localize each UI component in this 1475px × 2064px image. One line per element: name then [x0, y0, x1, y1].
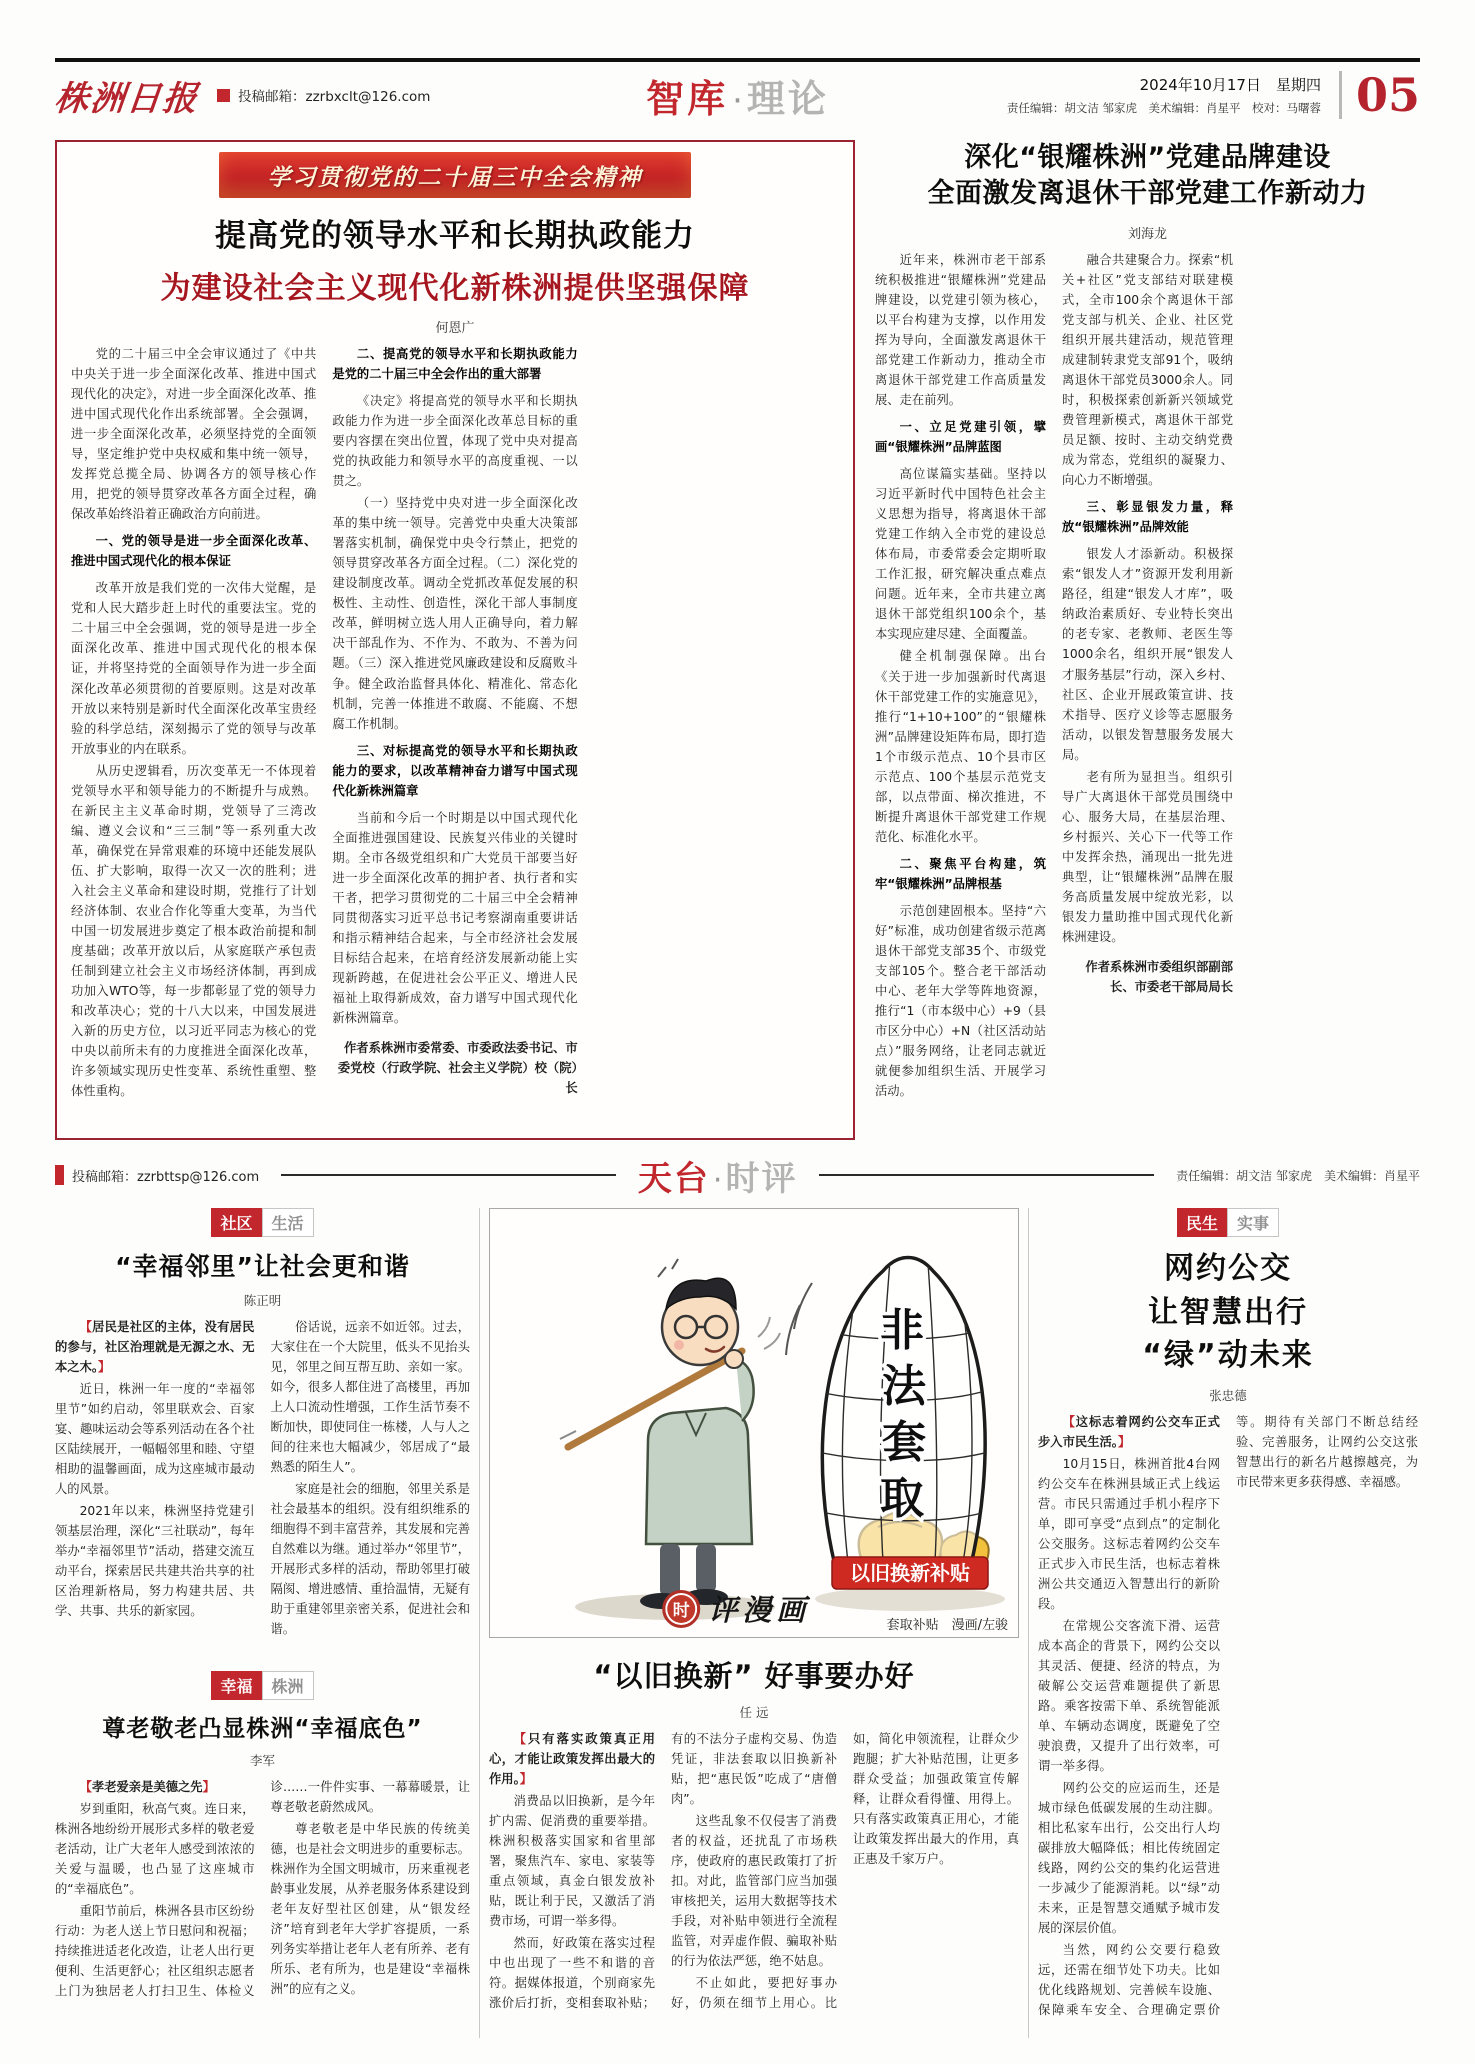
party-brand-headline-2: 全面激发离退休干部党建工作新动力	[927, 178, 1368, 210]
editors-line: 责任编辑：胡文洁 邹家虎 美术编辑：肖星平 校对：马曙蓉	[1006, 101, 1321, 115]
lead-article-headline-2: 为建设社会主义现代化新株洲提供坚强保障	[160, 271, 750, 306]
community-headline: “幸福邻里”让社会更和谐	[115, 1252, 410, 1281]
body-paragraph: 重阳节前后，株洲各县市区纷纷行动：为老人送上节日慰问和祝福；持续推进适老化改造，让老人出行更便利、生活更舒心；社区组织志愿者上门为独居老人打扫卫生、体检义诊……一件件实事、一幕幕暖景，让尊老敬老蔚然成风。	[55, 1780, 470, 1999]
body-paragraph: 当然，网约公交要行稳致远，还需在细节处下功夫。比如优化线路规划、完善候车设施、保障乘车安全、合理确定票价等。期待有关部门不断总结经验、完善服务，让网约公交这张智慧出行的新名片越擦越亮，为市民带来更多获得感、幸福感。	[1038, 1414, 1418, 2018]
masthead	[52, 62, 1420, 128]
cartoon-column-title: 评漫画	[708, 1593, 811, 1627]
lead-paragraph: 【 孝老爱亲是美德之先 】	[55, 1777, 255, 1797]
commentary-title-gray: 时评	[725, 1158, 798, 1199]
motion-lines	[758, 1317, 780, 1349]
body-paragraph: 高位谋篇实基础。坚持以习近平新时代中国特色社会主义思想为指导，将离退休干部党建工作纳入全市党的建设总体布局，市委常委会定期听取工作汇报，研究解决重点难点问题。近年来，全市共建立离退休干部党组织100余个，基本实现应建尽建、全面覆盖。	[875, 467, 1046, 642]
bus-article	[1038, 1208, 1418, 2038]
campaign-banner: 学习贯彻党的二十届三中全会精神	[219, 152, 691, 198]
body-paragraph: （一）坚持党中央对进一步全面深化改革的集中统一领导。完善党中央重大决策部署落实机制，确保党中央令行禁止，把党的领导贯穿改革各方面全过程。（二）深化党的建设制度改革。调动全党抓改革促发展的积极性、主动性、创造性，深化干部人事制度改革，鲜明树立选人用人正确导向，着力解决干部乱作为、不作为、不敢为、不善为问题。（三）深入推进党风廉政建设和反腐败斗争。健全政治监督具体化、精准化、常态化机制，完善一体推进不敢腐、不能腐、不想腐工作机制。	[332, 496, 578, 731]
subhead-paragraph: 三、彰显银发力量，释放“银耀株洲”品牌效能	[1062, 500, 1233, 535]
motion-line	[560, 1431, 576, 1439]
subsidy-tag-label: 以旧换新补贴	[850, 1561, 970, 1585]
body-paragraph: 从历史逻辑看，历次变革无一不体现着党领导水平和领导能力的不断提升与成熟。在新民主主义革命时期，党领导了三湾改编、遵义会议和“三三制”等一系列重大改革，确保党在异常艰难的环境中还能发展队伍、扩大影响，取得一次又一次的胜利；进入社会主义革命和建设时期，党推行了计划经济体制、农业合作化等重大变革，为当代中国一切发展进步奠定了根本政治前提和制度基础；改革开放以后，从家庭联产承包责任制到建立社会主义市场经济体制，再到成功加入WTO等，每一步都彰显了党的领导力和改革决心；党的十八大以来，中国发展进入新的历史方位，以习近平同志为核心的党中央以前所未有的力度推进全面深化改革，许多领域实现历史性变革、系统性重塑、整体性重构。	[71, 763, 317, 1099]
cartoon-stamp-row	[662, 1588, 810, 1629]
body-paragraph: 消费品以旧换新，是今年扩内需、促消费的重要举措。株洲积极落实国家和省里部署，聚焦汽车、家电、家装等重点领域，真金白银发放补贴，既让利于民，又激活了消费市场，可谓一举多得。	[489, 1794, 655, 1929]
body-paragraph: 在常规公交客流下滑、运营成本高企的背景下，网约公交以其灵活、便捷、经济的特点，为破解公交运营难题提供了新思路。乘客按需下单、系统智能派单、车辆动态调度，既避免了空驶浪费，又提升了出行效率，可谓一举多得。	[1038, 1618, 1220, 1774]
bus-headline-line-2: 让智慧出行	[1148, 1294, 1308, 1330]
section-title-gray: 理论	[746, 76, 829, 121]
lead-article-byline: 何恩广	[435, 321, 475, 336]
lead-article	[55, 140, 855, 1140]
cartoon-caption: 套取补贴 漫画/左骏	[886, 1618, 1008, 1633]
newspaper-seal-icon: 时	[662, 1590, 700, 1628]
party-brand-body	[875, 250, 1420, 1140]
editorial-cartoon	[489, 1208, 1019, 1638]
commentary-title-red: 天台	[637, 1158, 710, 1199]
community-byline: 陈正明	[243, 1293, 282, 1308]
body-paragraph: 家庭是社会的细胞，邻里关系是社会最基本的组织。没有组织维系的细胞得不到丰富营养，其发展和完善自然难以为继。通过举办“邻里节”，开展形式多样的活动，帮助邻里打破隔阂、增进感情、重拾温情，无疑有助于重建邻里亲密关系，促进社会和谐。	[270, 1482, 470, 1637]
lead-article-body	[71, 344, 839, 1126]
body-paragraph: 不止如此，要把好事办好，仍须在细节上用心。比如，简化申领流程，让群众少跑腿；扩大补贴范围，让更多群众受益；加强政策宣传解释，让群众看得懂、用得上。只有落实政策真正用心，才能让政策发挥出最大的作用，真正惠及千家万户。	[671, 1732, 1019, 2011]
lead-paragraph: 【 这标志着网约公交车正式步入市民生活。 】	[1038, 1412, 1220, 1452]
body-paragraph: 老有所为显担当。组织引导广大离退休干部党员围绕中心、服务大局，在基层治理、乡村振兴、关心下一代等工作中发挥余热，涌现出一批先进典型，让“银耀株洲”品牌在服务高质量发展中绽放光彩，以银发力量助推中国式现代化新株洲建设。	[1062, 769, 1233, 944]
lead-paragraph: 【 只有落实政策真正用心，才能让政策发挥出最大的作用。 】	[489, 1729, 655, 1789]
bus-headline-line-3: “绿”动未来	[1142, 1338, 1314, 1373]
commentary-title	[638, 1151, 798, 1200]
bus-body	[1038, 1412, 1418, 2039]
theory-section	[55, 140, 1420, 1140]
badge-red-label: 幸福	[211, 1671, 261, 1700]
body-paragraph: 尊老敬老是中华民族的传统美德，也是社会文明进步的重要标志。株洲作为全国文明城市，历来重视老龄事业发展，从养老服务体系建设到老年友好型社区创建，从“银发经济”培育到老年大学扩容提质，一系列务实举措让老年人老有所养、老有所乐、老有所为，也是建设“幸福株洲”的应有之义。	[270, 1822, 470, 1997]
lead-paragraph: 【 居民是社区的主体，没有居民的参与，社区治理就是无源之水、无本之木。 】	[55, 1317, 255, 1377]
commentary-editors: 责任编辑：胡文洁 邹家虎 美术编辑：肖星平	[1176, 1168, 1420, 1183]
subsidy-tag	[832, 1557, 988, 1589]
lead-article-headline-1: 提高党的领导水平和长期执政能力	[215, 218, 695, 254]
net-char: 取	[880, 1473, 924, 1524]
body-paragraph: 银发人才添新动。积极探索“银发人才”资源开发利用新路径，组建“银发人才库”，吸纳政治素质好、专业特长突出的老专家、老教师、老医生等1000余名，组织开展“银发人才服务基层”行动，深入乡村、社区、企业开展政策宣讲、技术指导、医疗义诊等志愿服务活动，以银发智慧服务发展大局。	[1062, 547, 1233, 762]
submission-email: 投稿邮箱：zzrbxclt@126.com	[238, 89, 431, 105]
body-paragraph: 这些乱象不仅侵害了消费者的权益，还扰乱了市场秩序，使政府的惠民政策打了折扣。对此，监管部门应当加强审核把关，运用大数据等技术手段，对补贴申领进行全流程监管，对弄虚作假、骗取补贴的行为依法严惩，绝不姑息。	[671, 1814, 837, 1969]
commentary-band	[55, 1154, 1420, 1199]
body-paragraph: 融合共建聚合力。探索“机关+社区”党支部结对联建模式，全市100余个离退休干部党支部与机关、企业、社区党组织开展共建活动，规范管理成建制转隶党支部91个，吸纳离退休干部党员3000余人。同时，积极探索创新新兴领域党费管理新模式，离退休干部党员足额、按时、主动交纳党费成为常态，党组织的凝聚力、向心力不断增强。	[1062, 252, 1233, 488]
bus-byline: 张忠德	[1209, 1387, 1247, 1403]
body-paragraph: 然而，好政策在落实过程中也出现了一些不和谐的音符。据媒体报道，个别商家先涨价后打折，变相套取补贴；有的不法分子虚构交易、伪造凭证，非法套取以旧换新补贴，把“惠民饭”吃成了“唐僧肉”。	[489, 1732, 837, 2011]
page-number-divider	[1339, 71, 1342, 119]
commentary-email: 投稿邮箱：zzrbttsp@126.com	[72, 1169, 260, 1185]
party-brand-byline: 刘海龙	[1127, 226, 1167, 242]
date-editor-block	[1007, 74, 1321, 116]
page-number: 05	[1355, 68, 1420, 122]
party-brand-article	[875, 140, 1420, 1140]
subhead-paragraph: 一、立足党建引领，擘画“银耀株洲”品牌蓝图	[875, 420, 1046, 455]
body-paragraph: 俗话说，远亲不如近邻。过去，大家住在一个大院里，低头不见抬头见，邻里之间互帮互助、亲如一家。如今，很多人都住进了高楼里，再加上人口流动性增强，工作生活节奏不断加快，即使同住一栋楼，人与人之间的往来也大幅减少，邻居成了“最熟悉的陌生人”。	[270, 1320, 470, 1475]
elderly-headline: 尊老敬老凸显株洲“幸福底色”	[102, 1716, 423, 1742]
body-paragraph: 2021年以来，株洲坚持党建引领基层治理，深化“三社联动”，每年举办“幸福邻里节”活动，搭建交流互动平台，探索居民共建共治共享的社区治理新格局，努力构建共居、共学、共事、共乐的新家园。	[55, 1504, 255, 1619]
commentary-title-dot: ·	[712, 1162, 723, 1198]
body-paragraph: 网约公交的应运而生，还是城市绿色低碳发展的生动注脚。相比私家车出行，公交出行人均碳排放大幅降低；相比传统固定线路，网约公交的集约化运营进一步减少了能源消耗。以“绿”动未来，正是智慧交通赋予城市发展的深层价值。	[1038, 1781, 1220, 1936]
body-paragraph: 10月15日，株洲首批4台网约公交车在株洲县域正式上线运营。市民只需通过手机小程序下单，即可享受“点到点”的定制化公交服务。这标志着网约公交车正式步入市民生活，也标志着株洲公共交通迈入智慧出行的新阶段。	[1038, 1456, 1220, 1611]
subhead-paragraph: 三、对标提高党的领导水平和长期执政能力的要求，以改革精神奋力谱写中国式现代化新株洲篇章	[332, 743, 578, 798]
body-paragraph: 健全机制强保障。出台《关于进一步加强新时代离退休干部党建工作的实施意见》，推行“1+10+100”的“银耀株洲”品牌建设矩阵布局，即打造1个市级示范点、10个县市区示范点、100个基层示范党支部，以点带面、梯次推进，不断提升离退休干部党建工作规范化、标准化水平。	[875, 649, 1046, 844]
elderly-body	[55, 1777, 470, 2039]
community-badge	[55, 1208, 470, 1237]
net-shadow	[815, 1587, 1005, 1611]
elderly-article	[55, 1671, 470, 2039]
cartoon-man	[640, 1259, 780, 1609]
left-commentary-column	[55, 1208, 470, 2038]
bus-headline-line-1: 网约公交	[1164, 1251, 1292, 1286]
elderly-byline: 李军	[249, 1753, 275, 1768]
net-char: 套	[882, 1417, 926, 1468]
tradein-article	[489, 1638, 1019, 2015]
tradein-body	[489, 1729, 1019, 2015]
author-paragraph: 作者系株洲市委常委、市委政法委书记、市委党校（行政学院、社会主义学院）校（院）长	[337, 1041, 578, 1096]
body-paragraph: 近日，株洲一年一度的“幸福邻里节”如约启动，邻里联欢会、百家宴、趣味运动会等系列活动在各个社区陆续展开，一幅幅邻里和睦、守望相助的温馨画面，成为这座城市最动人的风景。	[55, 1382, 255, 1497]
newspaper-logo: 株洲日报	[52, 78, 201, 119]
publication-date: 2024年10月17日 星期四	[1139, 76, 1321, 94]
badge-gray-label: 实事	[1227, 1208, 1279, 1237]
body-paragraph: 示范创建固根本。坚持“六好”标准，成功创建省级示范离退休干部党支部35个、市级党支部105个。整合老干部活动中心、老年大学等阵地资源，推行“1（市本级中心）+9（县市区分中心）+N（社区活动站点）”服务网络，让老同志就近就便参加组织生活、开展学习活动。	[875, 903, 1046, 1099]
body-paragraph: 岁到重阳，秋高气爽。连日来，株洲各地纷纷开展形式多样的敬老爱老活动，让广大老年人感受到浓浓的关爱与温暖，也凸显了这座城市的“幸福底色”。	[55, 1802, 255, 1897]
badge-gray-label: 株洲	[262, 1671, 314, 1700]
red-square-icon	[217, 89, 230, 102]
badge-red-label: 民生	[1177, 1208, 1227, 1237]
badge-red-label: 社区	[211, 1208, 261, 1237]
net-char: 非	[880, 1305, 924, 1356]
body-paragraph: 党的二十届三中全会审议通过了《中共中央关于进一步全面深化改革、推进中国式现代化的决定》，对进一步全面深化改革、推进中国式现代化作出系统部署。全会强调，进一步全面深化改革，必须坚持党的全面领导，坚定维护党中央权威和集中统一领导，发挥党总揽全局、协调各方的领导核心作用，把党的领导贯穿改革各方面全过程，确保改革始终沿着正确政治方向前进。	[71, 347, 317, 522]
section-title	[646, 68, 829, 123]
motion-lines	[786, 1283, 812, 1355]
red-bar-icon	[55, 1165, 64, 1185]
subhead-paragraph: 二、提高党的领导水平和长期执政能力是党的二十届三中全会作出的重大部署	[332, 347, 578, 382]
tradein-byline: 任 远	[739, 1705, 769, 1720]
band-line-right	[819, 1174, 1154, 1176]
body-paragraph: 当前和今后一个时期是以中国式现代化全面推进强国建设、民族复兴伟业的关键时期。全市各级党组织和广大党员干部要当好进一步全面深化改革的拥护者、执行者和实干者，把学习贯彻党的二十届三中全会精神同贯彻落实习近平总书记考察湖南重要讲话和指示精神结合起来，与全市经济社会发展目标结合起来，在培育经济发展新动能上实现新跨越，在促进社会公平正义、增进人民福祉上取得新成效，奋力谱写中国式现代化新株洲篇章。	[332, 810, 578, 1025]
band-line-left	[281, 1174, 616, 1176]
badge-gray-label: 生活	[262, 1208, 314, 1237]
author-paragraph: 作者系株洲市委组织部副部长、市委老干部局局长	[1085, 959, 1233, 994]
column-divider	[1028, 1208, 1029, 2038]
subhead-paragraph: 一、党的领导是进一步全面深化改革、推进中国式现代化的根本保证	[71, 534, 317, 569]
cartoon-illustration	[490, 1209, 1018, 1637]
tradein-headline: “以旧换新” 好事要办好	[593, 1659, 915, 1693]
community-body	[55, 1317, 470, 1655]
party-brand-headline-1: 深化“银耀株洲”党建品牌建设	[964, 142, 1331, 173]
section-title-red: 智库	[646, 76, 729, 121]
body-paragraph: 近年来，株洲市老干部系统积极推进“银耀株洲”党建品牌建设，以党建引领为核心，以平台构建为支撑，以作用发挥为导向，全面激发离退休干部党建工作新动力，推动全市离退休干部党建工作高质量发展、走在前列。	[875, 252, 1046, 408]
masthead-right	[1007, 68, 1420, 122]
community-article	[55, 1208, 470, 1655]
subhead-paragraph: 二、聚焦平台构建，筑牢“银耀株洲”品牌根基	[875, 856, 1046, 891]
net-char: 法	[882, 1361, 926, 1412]
elderly-badge	[55, 1671, 470, 1700]
body-paragraph: 《决定》将提高党的领导水平和长期执政能力作为进一步全面深化改革总目标的重要内容摆在突出位置，体现了党中央对提高党的执政能力和领导水平的高度重视、一以贯之。	[332, 394, 578, 489]
body-paragraph: 改革开放是我们党的一次伟大觉醒，是党和人民大踏步赶上时代的重要法宝。党的二十届三中全会强调，党的领导是进一步全面深化改革、推进中国式现代化的根本保证，并将坚持党的全面领导作为进一步全面深化改革必须贯彻的首要原则。这是对改革开放以来特别是新时代全面深化改革宝贵经验的科学总结，深刻揭示了党的领导与改革开放事业的内在联系。	[71, 581, 317, 756]
bus-badge	[1038, 1208, 1418, 1237]
sweat-lines	[658, 1259, 678, 1277]
section-title-dot: ·	[732, 80, 743, 121]
right-commentary-column	[1038, 1208, 1418, 2038]
center-commentary-column	[489, 1208, 1019, 2038]
commentary-section	[55, 1208, 1420, 2038]
column-divider	[479, 1208, 480, 2038]
